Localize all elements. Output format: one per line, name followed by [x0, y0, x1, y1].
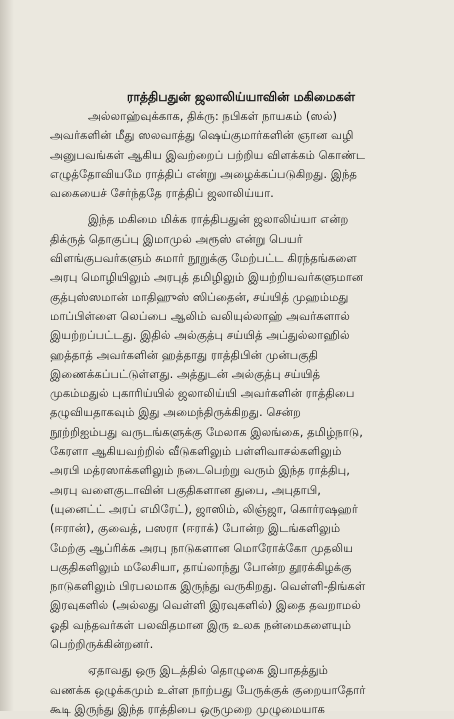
text-line: வணக்க ஒழுக்கமும் உள்ள நாற்பது பேருக்குக் குறையாதோர் [50, 682, 366, 697]
text-line: அரபு மொழியிலும் அரபுத் தமிழிலும் இயற்றியவர்களுமான [50, 270, 364, 285]
text-line: அரபி மத்ரஸாக்களிலும் நடைபெற்று வரும் இந்த ராத்திபு, [50, 463, 350, 478]
text-line: ஓதி வந்தவர்கள் பலவிதமான இரு உலக நன்மைகளையும் [50, 617, 352, 632]
paragraph-2 [50, 210, 432, 654]
paragraph-1 [50, 107, 432, 203]
text-line: விளங்குபவர்களும் சுமார் நூறுக்கு மேற்பட்ட கிரந்தங்களை [50, 251, 357, 266]
text-line: ஹத்தாத் அவர்களின் ஹத்தாது ராத்திபின் முன்பகுதி [50, 347, 318, 362]
text-line: தழுவியதாகவும் இது அமைந்திருக்கிறது. சென்ற [50, 405, 301, 420]
text-line: திக்ருத் தொகுப்பு இமாமுல் அரூஸ் என்று பெயர் [50, 231, 303, 246]
text-line: கூடி இருந்து இந்த ராத்திபை ஒருமுறை முழுமையாக [50, 701, 325, 716]
text-line: (ஈரான்), குவைத், பஸரா (ஈராக்) போன்ற இடங்களிலும் [50, 521, 341, 536]
text-line: அனுபவங்கள் ஆகிய இவற்றைப் பற்றிய விளக்கம் கொண்ட [50, 147, 366, 162]
page-binding-shadow [0, 0, 14, 711]
page-title: ராத்திபதுன் ஜலாலிய்யாவின் மகிமைகள் [126, 89, 356, 104]
text-line: இணைக்கப்பட்டுள்ளது. அத்துடன் அல்குத்பு சய்யித் [50, 366, 321, 381]
text-line: இரவுகளில் (அல்லது வெள்ளி இரவுகளில்) இதை தவறாமல் [50, 598, 361, 613]
text-line: பகுதிகளிலும் மலேசியா, தாய்லாந்து போன்ற தூரக்கிழக்கு [50, 559, 352, 574]
text-line: கேரளா ஆகியவற்றில் வீடுகளிலும் பள்ளிவாசல்களிலும் [50, 444, 342, 459]
text-line: நாடுகளிலும் பிரபலமாக இருந்து வருகிறது. வெள்ளி-திங்கள் [50, 579, 366, 594]
text-line: அவர்களின் மீது ஸலவாத்து ஷெய்குமார்களின் ஞான வழி [50, 128, 354, 143]
text-line: (யுனைட்ட் அரப் எமிரேட்), ஜாஸிம், லிஞ்ஜா, கொர்ரஷஹர் [50, 501, 358, 516]
text-line: பெற்றிருக்கின்றனர். [50, 637, 154, 652]
text-line: முகம்மதுல் புகாரிய்யில் ஜலாலிய்யி அவர்களின் ராத்திபை [50, 386, 355, 401]
text-line: மாப்பிள்ளை லெப்பை ஆலிம் வலியுல்லாஹ் அவர்களால் [50, 308, 350, 323]
text-line: வகையைச் சேர்ந்ததே ராத்திப் ஜலாலிய்யா. [50, 186, 274, 201]
text-line: நூற்றிஐம்பது வருடங்களுக்கு மேலாக இலங்கை, தமிழ்நாடு, [50, 424, 363, 439]
text-line: ஏதாவது ஒரு இடத்தில் தொழுகை இபாதத்தும் [88, 663, 329, 678]
text-line: குத்புஸ்ஸமான் மாதிஹுஸ் ஸிப்தைன், சய்யித் முஹம்மது [50, 289, 349, 304]
text-line: இயற்றப்பட்டது. இதில் அல்குத்பு சய்யித் அப்துல்லாஹில் [50, 328, 350, 343]
text-line: இந்த மகிமை மிக்க ராத்திபதுன் ஜலாலிய்யா என்ற [88, 212, 349, 227]
text-line: அல்லாஹ்வுக்காக, திக்ரு: நபிகள் நாயகம் (ஸல்) [88, 109, 337, 123]
text-line: அரபு வளைகுடாவின் பகுதிகளான துபை, அபுதாபி, [50, 482, 321, 497]
text-line: மேற்கு ஆப்ரிக்க அரபு நாடுகளான மொரோக்கோ முதலிய [50, 540, 354, 555]
text-line: எழுத்தோவியமே ராத்திப் என்று அழைக்கப்படுகிறது. இந்த [50, 166, 357, 181]
paragraph-3 [50, 661, 432, 719]
